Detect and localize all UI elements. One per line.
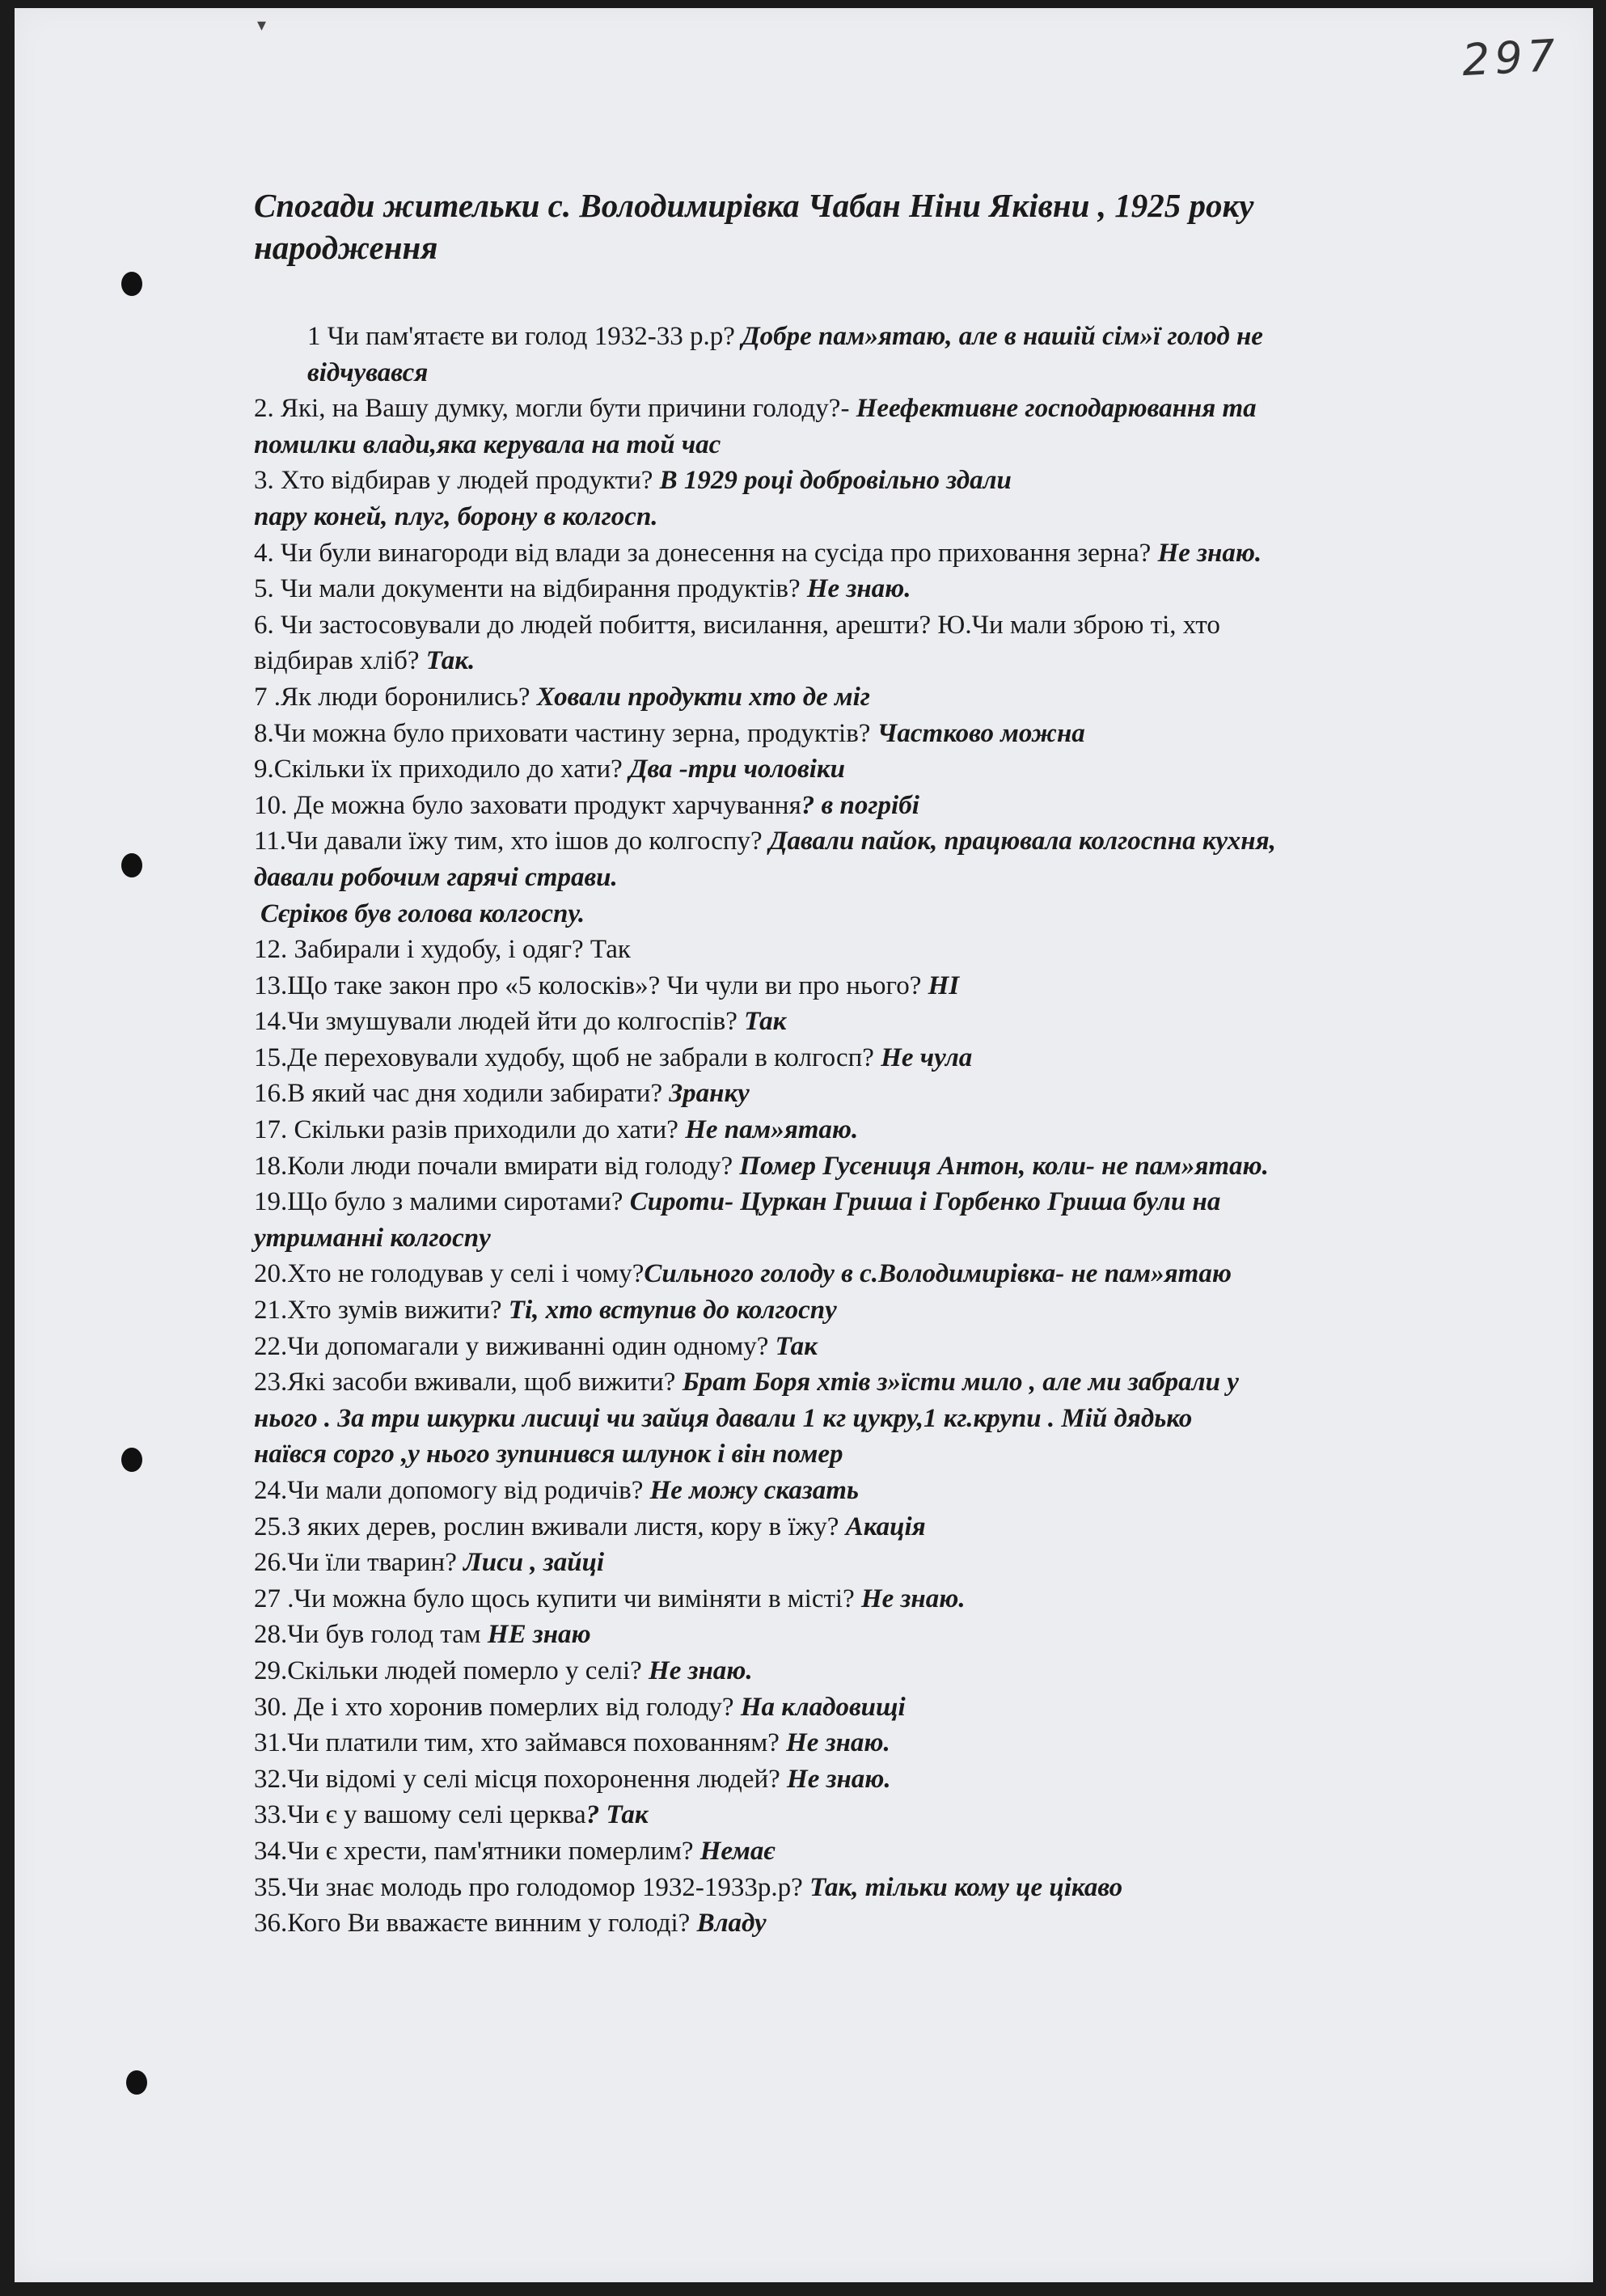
question-text: 33.Чи є у вашому селі церква [254,1800,586,1830]
qa-line [254,1653,1491,1689]
qa-line [254,355,1491,391]
question-text: відбирав хліб? [254,646,426,676]
answer-text: ? в погрібі [801,790,919,820]
question-text: 32.Чи відомі у селі місця похоронення людей? [254,1764,788,1794]
answer-text: Так, тільки кому це цікаво [809,1872,1123,1902]
qa-line [254,823,1491,860]
question-text: 25.З яких дерев, рослин вживали листя, кору в їжу? [254,1512,846,1541]
qa-line [254,751,1491,788]
question-text: 36.Кого Ви вважаєте винним у голоді? [254,1909,697,1939]
qa-line [254,1473,1491,1509]
answer-text: Не можу сказать [649,1476,859,1505]
question-text: 17. Скільки разів приходили до хати? [254,1115,686,1145]
qa-line [254,1004,1491,1040]
question-text: 20.Хто не голодував у селі і чому? [254,1259,645,1289]
question-text: 18.Коли люди почали вмирати від голоду? [254,1151,740,1181]
qa-line [254,1436,1491,1473]
question-text: 34.Чи є хрести, пам'ятники померлим? [254,1836,700,1866]
qa-line [254,319,1491,355]
document-page [15,8,1593,2282]
answer-text: Немає [699,1836,776,1866]
question-text: 15.Де переховували худобу, щоб не забрали в колгосп? [254,1042,881,1072]
handwritten-page-number: 297 [1460,29,1562,87]
qa-line [254,1617,1491,1653]
qa-line [254,1581,1491,1617]
answer-text: Неефективне господарювання та [856,394,1257,424]
question-text: 10. Де можна було заховати продукт харчування [254,790,801,820]
punch-hole-4 [126,2070,147,2095]
qa-line [254,716,1491,752]
answer-text: ? Так [585,1800,649,1830]
question-text: 26.Чи їли тварин? [254,1548,464,1578]
question-text: 23.Які засоби вживали, щоб вижити? [254,1368,683,1397]
question-text: 6. Чи застосовували до людей побиття, висилання, арешти? Ю.Чи мали зброю ті, хто [254,610,1220,640]
qa-line [254,1076,1491,1112]
questionnaire [254,319,1491,1942]
qa-line [254,1401,1491,1437]
answer-text: Акація [845,1512,926,1541]
question-text: 3. Хто відбирав у людей продукти? [254,466,660,496]
answer-text: Добре пам»ятаю, але в нашій сім»ї голод не [742,322,1263,351]
answer-text: Владу [696,1909,767,1939]
qa-line [254,1761,1491,1798]
answer-text: давали робочим гарячі страви. [254,862,618,892]
qa-line [254,1689,1491,1726]
qa-line [254,427,1491,463]
qa-line [254,1329,1491,1365]
punch-hole-1 [121,272,142,296]
answer-text: Сильного голоду в с.Володимирівка- не пам»ятаю [644,1259,1232,1289]
question-text: 7 .Як люди боронились? [254,682,537,712]
qa-line [254,1725,1491,1761]
answer-text: В 1929 році добровільно здали [659,466,1012,496]
qa-line [254,643,1491,679]
punch-hole-3 [121,1448,142,1472]
answer-text: Давали пайок, працювала колгоспна кухня, [768,827,1276,856]
question-text: 35.Чи знає молодь про голодомор 1932-1933р.р? [254,1872,810,1902]
qa-line [254,896,1491,932]
question-text: 19.Що було з малими сиротами? [254,1187,630,1217]
qa-line [254,1292,1491,1329]
answer-text: Помер Гусениця Антон, коли- не пам»ятаю. [739,1151,1269,1181]
answer-text: Два -три чоловіки [629,755,845,784]
answer-text: Лиси , зайці [463,1548,605,1578]
qa-line [254,1545,1491,1581]
qa-line [254,1797,1491,1833]
question-text: 9.Скільки їх приходило до хати? [254,755,629,784]
document-title [254,184,1426,269]
question-text: 29.Скільки людей померло у селі? [254,1655,649,1685]
punch-hole-2 [121,853,142,877]
answer-text: Ховали продукти хто де міг [536,682,870,712]
question-text: 27 .Чи можна було щось купити чи виміняти в місті? [254,1584,861,1613]
answer-text: помилки влади,яка керувала на той час [254,429,721,459]
qa-line [254,1112,1491,1148]
answer-text: Не пам»ятаю. [685,1115,859,1145]
answer-text: утриманні колгоспу [254,1223,491,1253]
question-text: 28.Чи був голод там [254,1620,488,1650]
answer-text: Брат Боря хтів з»їсти мило , але ми забрали у [682,1368,1239,1397]
qa-line [254,535,1491,572]
qa-line [254,1870,1491,1906]
qa-line [254,1833,1491,1870]
question-text: 1 Чи пам'ятаєте ви голод 1932-33 р.р? [307,322,742,351]
question-text: 11.Чи давали їжу тим, хто ішов до колгоспу? [254,827,769,856]
qa-line [254,1148,1491,1185]
question-text: 14.Чи змушували людей йти до колгоспів? [254,1007,745,1037]
answer-text: Не знаю. [787,1764,891,1794]
qa-line [254,788,1491,824]
qa-line [254,571,1491,607]
answer-text: НІ [928,970,960,1000]
answer-text: Так. [425,646,475,676]
qa-line [254,860,1491,896]
answer-text: пару коней, плуг, борону в колгосп. [254,501,658,531]
question-text: 22.Чи допомагали у виживанні один одному? [254,1331,776,1361]
qa-line [254,1364,1491,1401]
qa-line [254,679,1491,716]
question-text: 2. Які, на Вашу думку, могли бути причини голоду?- [254,394,856,424]
answer-text: Так [744,1007,787,1037]
qa-line [254,1220,1491,1257]
qa-line [254,1256,1491,1292]
question-text: 12. Забирали і худобу, і одяг? Так [254,935,631,965]
qa-line [254,607,1491,644]
answer-text: На кладовищі [740,1692,906,1722]
answer-text: Сєріков був голова колгоспу. [260,899,585,928]
answer-text: Не знаю. [786,1728,890,1758]
title-line-1: Спогади жительки с. Володимирівка Чабан Ніни Яківни , 1925 року [254,187,1254,224]
qa-line [254,932,1491,968]
question-text: 13.Що таке закон про «5 колосків»? Чи чули ви про нього? [254,970,928,1000]
answer-text: Так [775,1331,818,1361]
answer-text: Не знаю. [860,1584,966,1613]
qa-line [254,968,1491,1004]
question-text: 24.Чи мали допомогу від родичів? [254,1476,650,1505]
question-text: 21.Хто зумів вижити? [254,1296,509,1326]
answer-text: Не знаю. [1157,538,1262,568]
question-text: 8.Чи можна було приховати частину зерна, продуктів? [254,718,877,748]
question-text: 31.Чи платили тим, хто займався похованням? [254,1728,787,1758]
corner-mark: ▾ [257,15,267,35]
answer-text: НЕ знаю [487,1620,591,1650]
answer-text: Не знаю. [649,1655,753,1685]
question-text: 5. Чи мали документи на відбирання продуктів? [254,574,807,604]
answer-text: Сироти- Цуркан Гриша і Горбенко Гриша були на [629,1187,1221,1217]
qa-line [254,1184,1491,1220]
question-text: 16.В який час дня ходили забирати? [254,1079,670,1109]
qa-line [254,1509,1491,1545]
answer-text: Не знаю. [806,574,911,604]
qa-line [254,1905,1491,1942]
answer-text: нього . За три шкурки лисиці чи зайця давали 1 кг цукру,1 кг.крупи . Мій дядько [254,1403,1193,1433]
answer-text: Зранку [669,1079,750,1109]
answer-text: наївся сорго ,у нього зупинився шлунок і він помер [254,1440,843,1469]
answer-text: Не чула [881,1042,973,1072]
answer-text: Частково можна [877,718,1085,748]
answer-text: відчувався [307,357,429,387]
qa-line [254,391,1491,427]
question-text: 4. Чи були винагороди від влади за донесення на сусіда про приховання зерна? [254,538,1158,568]
qa-line [254,1040,1491,1076]
qa-line [254,463,1491,499]
qa-line [254,499,1491,535]
answer-text: Ті, хто вступив до колгоспу [508,1296,837,1326]
title-line-2: народження [254,229,438,266]
question-text: 30. Де і хто хоронив померлих від голоду? [254,1692,741,1722]
